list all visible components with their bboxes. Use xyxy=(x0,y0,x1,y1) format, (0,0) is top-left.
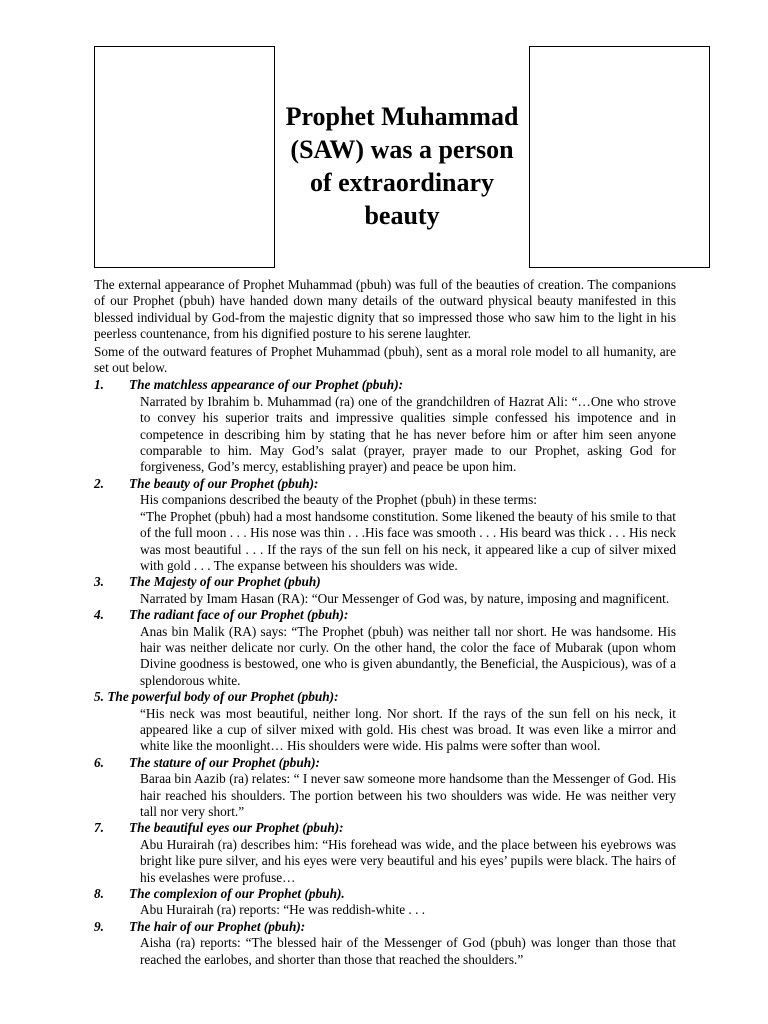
list-item-title: The stature of our Prophet (pbuh): xyxy=(129,754,320,770)
list-item-body xyxy=(140,591,676,607)
document-body xyxy=(94,277,676,968)
list-item-number: 1. xyxy=(94,377,104,393)
list-item-paragraph: His companions described the beauty of the Prophet (pbuh) in these terms: xyxy=(140,492,537,508)
list-item-body xyxy=(140,394,676,476)
list-item-heading xyxy=(94,476,676,492)
list-item-body xyxy=(140,837,676,886)
right-picture-frame xyxy=(529,46,710,268)
list-item-number: 3. xyxy=(94,574,104,590)
list-item-number: 6. xyxy=(94,754,104,770)
list-item-title: The hair of our Prophet (pbuh): xyxy=(129,918,306,934)
list-item-paragraph: Anas bin Malik (RA) says: “The Prophet (pbuh) was neither tall nor short. He was handsome. His hair was neither delicate nor curly. On the other hand, the color the face of Mubarak (upon whom Divine goodness is bestowed, one who is given abundantly, the Beneficial, the Auspicious), was of a splendorous white. xyxy=(140,623,676,688)
intro-paragraph: The external appearance of Prophet Muhammad (pbuh) was full of the beauties of creation. The companions of our Prophet (pbuh) have handed down many details of the outward physical beauty manifested in this blessed individual by God-from the majestic dignity that so impressed those who saw him to the light in his peerless countenance, from his dignified posture to his serene laughter. xyxy=(94,277,676,342)
list-item xyxy=(94,820,676,886)
list-item-heading xyxy=(94,689,676,705)
list-item-body xyxy=(140,492,676,574)
list-item-heading xyxy=(94,377,676,393)
list-item xyxy=(94,886,676,919)
list-item xyxy=(94,476,676,574)
list-item-paragraph: Abu Hurairah (ra) reports: “He was reddish-white . . . xyxy=(140,902,426,918)
list-item-body xyxy=(140,706,676,755)
feature-list xyxy=(94,377,676,968)
list-item-paragraph: Abu Hurairah (ra) describes him: “His forehead was wide, and the place between his eyebrows was bright like pure silver, and his eyes were very beautiful and his eyes’ pupils were black. The hairs of his evelashes were profuse… xyxy=(140,836,676,885)
list-item-number: 4. xyxy=(94,607,104,623)
list-item-paragraph: “His neck was most beautiful, neither long. Nor short. If the rays of the sun fell on his neck, it appeared like a cup of silver mixed with gold. His chest was broad. It was even like a mirror and white like the moonlight… His shoulders were wide. His palms were softer than wool. xyxy=(140,705,676,754)
list-item-paragraph: Narrated by Ibrahim b. Muhammad (ra) one of the grandchildren of Hazrat Ali: “…One who strove to convey his superior traits and impressive qualities simple confessed his impotence and in competence in describing him by stating that he has never before him or after him seen anyone comparable to him. May God’s salat (prayer, prayer made to our Prophet, asking God for forgiveness, God’s mercy, establishing prayer) and peace be upon him. xyxy=(140,393,676,475)
list-item-title: The matchless appearance of our Prophet (pbuh): xyxy=(129,377,404,393)
list-item-body xyxy=(140,935,676,968)
list-item-title: The beauty of our Prophet (pbuh): xyxy=(129,475,319,491)
intro-section xyxy=(94,277,676,376)
list-item-title: The beautiful eyes our Prophet (pbuh): xyxy=(129,820,344,836)
list-item-number: 2. xyxy=(94,475,104,491)
list-item-title: The radiant face of our Prophet (pbuh): xyxy=(129,607,349,623)
list-item xyxy=(94,574,676,607)
list-item xyxy=(94,377,676,475)
list-item-heading xyxy=(94,607,676,623)
list-item-number: 5. xyxy=(94,689,104,705)
list-item xyxy=(94,755,676,821)
list-item-paragraph: Narrated by Imam Hasan (RA): “Our Messenger of God was, by nature, imposing and magnificent. xyxy=(140,590,670,606)
left-picture-frame xyxy=(94,46,275,268)
list-item-number: 9. xyxy=(94,918,104,934)
list-item-title-text: The powerful body of our Prophet (pbuh): xyxy=(107,689,339,705)
list-item-heading xyxy=(94,919,676,935)
list-item-heading xyxy=(94,755,676,771)
list-item-body xyxy=(140,771,676,820)
intro-paragraph: Some of the outward features of Prophet Muhammad (pbuh), sent as a moral role model to all humanity, are set out below. xyxy=(94,343,676,376)
list-item-title xyxy=(94,689,676,705)
list-item xyxy=(94,919,676,968)
list-item-paragraph: Aisha (ra) reports: “The blessed hair of the Messenger of God (pbuh) was longer than those that reached the earlobes, and shorter than those that reached the shoulders.” xyxy=(140,935,676,967)
list-item-heading xyxy=(94,820,676,836)
list-item-title: The Majesty of our Prophet (pbuh) xyxy=(129,574,321,590)
list-item xyxy=(94,689,676,755)
list-item-body xyxy=(140,624,676,690)
page-title: Prophet Muhammad (SAW) was a person of extraordinary beauty xyxy=(285,102,519,230)
list-item-heading xyxy=(94,574,676,590)
list-item-heading xyxy=(94,886,676,902)
list-item-paragraph: “The Prophet (pbuh) had a most handsome constitution. Some likened the beauty of his smile to that of the full moon . . . His nose was thin . . .His face was smooth . . . His beard was thick . . . His neck was most beautiful . . . If the rays of the sun fell on his neck, it appeared like a cup of silver mixed with gold . . . The expanse between his shoulders was wide. xyxy=(140,508,676,573)
list-item-paragraph: Baraa bin Aazib (ra) relates: “ I never saw someone more handsome than the Messenger of God. His hair reached his shoulders. The portion between his two shoulders was wide. He was neither very tall nor very short.” xyxy=(140,771,676,819)
list-item xyxy=(94,607,676,689)
list-item-number: 7. xyxy=(94,820,104,836)
list-item-body xyxy=(140,902,676,918)
list-item-title: The complexion of our Prophet (pbuh). xyxy=(129,886,345,902)
list-item-number: 8. xyxy=(94,886,104,902)
